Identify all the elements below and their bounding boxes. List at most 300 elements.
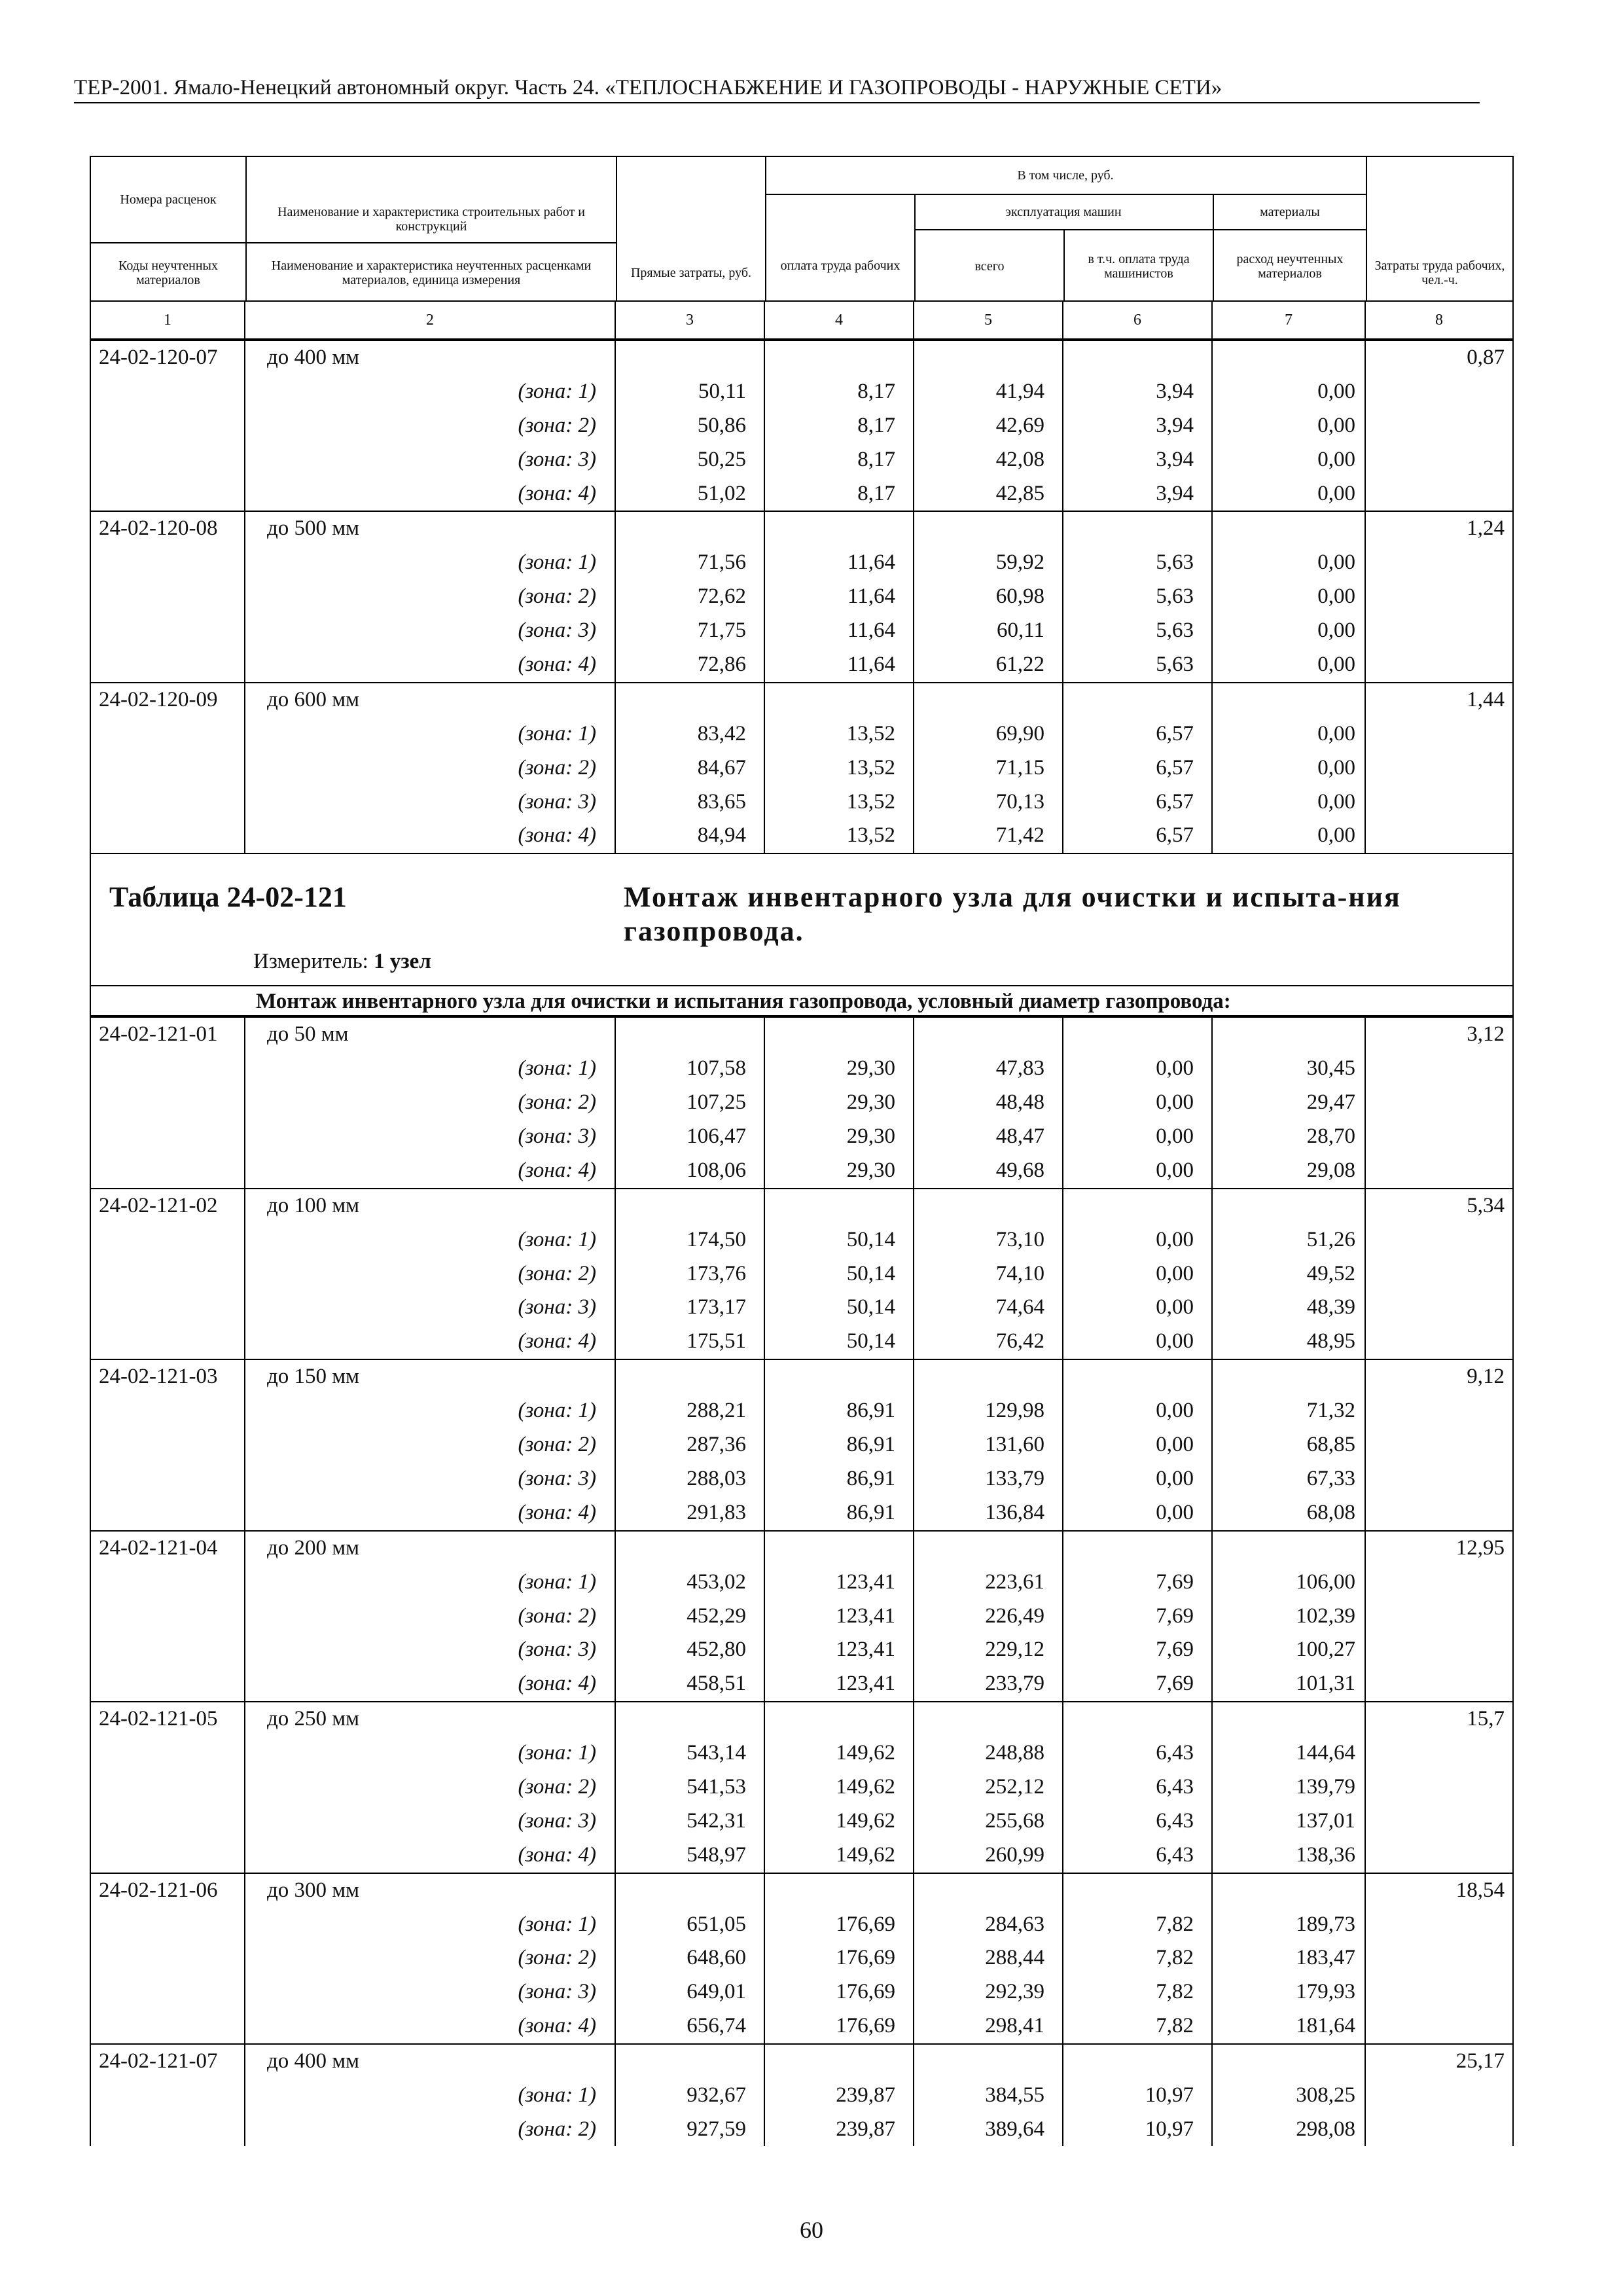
zone-row xyxy=(90,409,1514,443)
measure-unit xyxy=(253,950,431,974)
direct-costs: 927,59 xyxy=(687,2117,746,2141)
zone-label: (зона: 3) xyxy=(518,1124,596,1149)
machine-total: 59,92 xyxy=(995,550,1044,575)
machine-total: 288,44 xyxy=(985,1946,1044,1970)
rate-code: 24-02-121-05 xyxy=(99,1707,218,1731)
labor-cost: 18,54 xyxy=(1455,1878,1505,1902)
operator-wages: 7,69 xyxy=(1156,1604,1194,1628)
column-divider xyxy=(615,1016,616,2146)
rate-code: 24-02-120-08 xyxy=(99,516,218,541)
worker-wages: 29,30 xyxy=(846,1158,895,1182)
rate-row xyxy=(90,1018,1514,1052)
column-divider xyxy=(1062,340,1063,853)
worker-wages: 149,62 xyxy=(836,1741,895,1765)
rate-row xyxy=(90,1874,1514,1908)
zone-row xyxy=(90,375,1514,409)
table-body-a xyxy=(90,340,1514,853)
direct-costs: 542,31 xyxy=(687,1808,746,1833)
machine-total: 233,79 xyxy=(985,1672,1044,1696)
operator-wages: 7,82 xyxy=(1156,1912,1194,1936)
machine-total: 42,85 xyxy=(995,481,1044,505)
header-material-consumption: расход неучтенных материалов xyxy=(1236,251,1344,281)
material-consumption: 68,08 xyxy=(1306,1500,1355,1524)
machine-total: 252,12 xyxy=(985,1774,1044,1799)
material-consumption: 106,00 xyxy=(1296,1570,1355,1594)
material-consumption: 101,31 xyxy=(1296,1672,1355,1696)
material-consumption: 28,70 xyxy=(1306,1124,1355,1149)
zone-row xyxy=(90,1839,1514,1873)
zone-row xyxy=(90,2079,1514,2113)
worker-wages: 123,41 xyxy=(836,1604,895,1628)
machine-total: 133,79 xyxy=(985,1466,1044,1490)
zone-label: (зона: 4) xyxy=(518,2014,596,2038)
rate-name: до 200 мм xyxy=(267,1535,360,1560)
zone-label: (зона: 2) xyxy=(518,1261,596,1285)
operator-wages: 0,00 xyxy=(1156,1433,1194,1457)
header-material-codes: Коды неучтенных материалов xyxy=(118,258,218,287)
labor-cost: 0,87 xyxy=(1467,346,1505,369)
zone-row xyxy=(90,1462,1514,1496)
zone-label: (зона: 4) xyxy=(518,1500,596,1524)
direct-costs: 108,06 xyxy=(687,1158,746,1182)
zone-label: (зона: 4) xyxy=(518,481,596,505)
rate-name: до 100 мм xyxy=(267,1193,360,1217)
rate-code: 24-02-121-07 xyxy=(99,2049,218,2073)
worker-wages: 123,41 xyxy=(836,1672,895,1696)
rate-group xyxy=(90,682,1514,853)
worker-wages: 86,91 xyxy=(846,1500,895,1524)
material-consumption: 0,00 xyxy=(1317,550,1355,575)
operator-wages: 3,94 xyxy=(1156,481,1194,505)
header-machine-operation: эксплуатация машин xyxy=(1005,205,1122,219)
worker-wages: 11,64 xyxy=(847,619,895,643)
operator-wages: 6,57 xyxy=(1156,721,1194,745)
direct-costs: 84,94 xyxy=(697,823,746,848)
rate-row xyxy=(90,1532,1514,1566)
rate-group xyxy=(90,1359,1514,1530)
column-divider xyxy=(1512,1016,1514,2146)
machine-total: 226,49 xyxy=(985,1604,1044,1628)
operator-wages: 7,69 xyxy=(1156,1672,1194,1696)
zone-label: (зона: 1) xyxy=(518,721,596,745)
zone-label: (зона: 1) xyxy=(518,550,596,575)
zone-label: (зона: 1) xyxy=(518,1399,596,1423)
rate-row xyxy=(90,512,1514,546)
worker-wages: 8,17 xyxy=(857,413,895,437)
zone-row xyxy=(90,1770,1514,1804)
zone-row xyxy=(90,717,1514,751)
worker-wages: 86,91 xyxy=(846,1433,895,1457)
operator-wages: 0,00 xyxy=(1156,1466,1194,1490)
column-divider xyxy=(615,340,616,853)
machine-total: 260,99 xyxy=(985,1842,1044,1867)
material-consumption: 0,00 xyxy=(1317,619,1355,643)
operator-wages: 5,63 xyxy=(1156,550,1194,575)
machine-total: 292,39 xyxy=(985,1980,1044,2004)
zone-label: (зона: 2) xyxy=(518,413,596,437)
labor-cost: 1,24 xyxy=(1467,516,1505,541)
rate-row xyxy=(90,1360,1514,1394)
zone-label: (зона: 3) xyxy=(518,1295,596,1319)
operator-wages: 7,82 xyxy=(1156,1980,1194,2004)
machine-total: 255,68 xyxy=(985,1808,1044,1833)
worker-wages: 86,91 xyxy=(846,1399,895,1423)
direct-costs: 50,86 xyxy=(697,413,746,437)
direct-costs: 72,62 xyxy=(697,584,746,609)
table-24-02-121-heading xyxy=(90,853,1514,985)
zone-label: (зона: 1) xyxy=(518,1056,596,1081)
zone-label: (зона: 4) xyxy=(518,1158,596,1182)
column-divider xyxy=(1062,1016,1063,2146)
zone-label: (зона: 3) xyxy=(518,619,596,643)
machine-total: 47,83 xyxy=(995,1056,1044,1081)
labor-cost: 1,44 xyxy=(1467,687,1505,711)
rate-group xyxy=(90,1530,1514,1701)
table-title-text: Монтаж инвентарного узла для очистки и испыта-ния газопровода. xyxy=(624,881,1401,948)
column-number: 8 xyxy=(1435,312,1443,329)
zone-row xyxy=(90,1052,1514,1086)
header-materials: материалы xyxy=(1260,205,1320,219)
zone-row xyxy=(90,580,1514,614)
operator-wages: 0,00 xyxy=(1156,1500,1194,1524)
material-consumption: 30,45 xyxy=(1306,1056,1355,1081)
material-consumption: 100,27 xyxy=(1296,1638,1355,1662)
column-number: 2 xyxy=(426,312,434,329)
direct-costs: 50,25 xyxy=(697,447,746,471)
direct-costs: 932,67 xyxy=(687,2083,746,2107)
column-number: 5 xyxy=(984,312,992,329)
zone-label: (зона: 4) xyxy=(518,1329,596,1354)
operator-wages: 6,43 xyxy=(1156,1842,1194,1867)
material-consumption: 183,47 xyxy=(1296,1946,1355,1970)
worker-wages: 13,52 xyxy=(846,823,895,848)
zone-row xyxy=(90,1223,1514,1257)
worker-wages: 29,30 xyxy=(846,1090,895,1115)
worker-wages: 176,69 xyxy=(836,1946,895,1970)
machine-total: 48,47 xyxy=(995,1124,1044,1149)
rate-group xyxy=(90,1188,1514,1359)
zone-label: (зона: 1) xyxy=(518,1227,596,1251)
zone-row xyxy=(90,2009,1514,2043)
zone-row xyxy=(90,1291,1514,1325)
machine-total: 74,64 xyxy=(995,1295,1044,1319)
rate-row xyxy=(90,1702,1514,1736)
material-consumption: 0,00 xyxy=(1317,755,1355,780)
zone-row xyxy=(90,443,1514,477)
direct-costs: 83,65 xyxy=(697,789,746,814)
material-consumption: 0,00 xyxy=(1317,653,1355,677)
zone-label: (зона: 2) xyxy=(518,584,596,609)
worker-wages: 50,14 xyxy=(846,1227,895,1251)
column-number: 4 xyxy=(835,312,843,329)
page-number: 60 xyxy=(800,2217,823,2243)
measure-label: Измеритель: xyxy=(253,950,368,974)
material-consumption: 0,00 xyxy=(1317,721,1355,745)
header-material-name: Наименование и характеристика неучтенных расценками материалов, единица измерения xyxy=(271,258,592,287)
rate-group xyxy=(90,1016,1514,1187)
operator-wages: 0,00 xyxy=(1156,1261,1194,1285)
column-divider xyxy=(90,1016,91,2146)
material-consumption: 71,32 xyxy=(1306,1399,1355,1423)
direct-costs: 543,14 xyxy=(687,1741,746,1765)
labor-cost: 15,7 xyxy=(1467,1707,1505,1731)
operator-wages: 3,94 xyxy=(1156,447,1194,471)
machine-total: 71,15 xyxy=(995,755,1044,780)
zone-label: (зона: 1) xyxy=(518,2083,596,2107)
rate-code: 24-02-121-01 xyxy=(99,1022,218,1047)
rate-code: 24-02-121-03 xyxy=(99,1365,218,1389)
column-divider xyxy=(764,340,765,853)
material-consumption: 51,26 xyxy=(1306,1227,1355,1251)
direct-costs: 174,50 xyxy=(687,1227,746,1251)
rates-table xyxy=(90,156,1514,2147)
rate-name: до 300 мм xyxy=(267,1878,360,1902)
zone-row xyxy=(90,1667,1514,1701)
direct-costs: 453,02 xyxy=(687,1570,746,1594)
table-body-b xyxy=(90,1016,1514,2146)
rate-name: до 50 мм xyxy=(267,1022,349,1047)
worker-wages: 50,14 xyxy=(846,1295,895,1319)
direct-costs: 648,60 xyxy=(687,1946,746,1970)
column-divider xyxy=(1211,1016,1213,2146)
direct-costs: 83,42 xyxy=(697,721,746,745)
labor-cost: 9,12 xyxy=(1467,1365,1505,1389)
material-consumption: 0,00 xyxy=(1317,481,1355,505)
material-consumption: 139,79 xyxy=(1296,1774,1355,1799)
zone-row xyxy=(90,1394,1514,1428)
direct-costs: 288,03 xyxy=(687,1466,746,1490)
direct-costs: 452,80 xyxy=(687,1638,746,1662)
rate-code: 24-02-120-09 xyxy=(99,687,218,711)
zone-row xyxy=(90,1086,1514,1120)
rate-code: 24-02-121-02 xyxy=(99,1193,218,1217)
header-direct-costs: Прямые затраты, руб. xyxy=(630,265,752,280)
operator-wages: 0,00 xyxy=(1156,1329,1194,1354)
material-consumption: 0,00 xyxy=(1317,823,1355,848)
direct-costs: 541,53 xyxy=(687,1774,746,1799)
worker-wages: 176,69 xyxy=(836,1980,895,2004)
zone-row xyxy=(90,1154,1514,1188)
zone-row xyxy=(90,819,1514,853)
machine-total: 74,10 xyxy=(995,1261,1044,1285)
direct-costs: 71,56 xyxy=(697,550,746,575)
zone-row xyxy=(90,1120,1514,1154)
worker-wages: 13,52 xyxy=(846,755,895,780)
machine-total: 60,11 xyxy=(996,619,1044,643)
material-consumption: 179,93 xyxy=(1296,1980,1355,2004)
zone-row xyxy=(90,751,1514,785)
material-consumption: 0,00 xyxy=(1317,584,1355,609)
labor-cost: 5,34 xyxy=(1467,1193,1505,1217)
material-consumption: 29,08 xyxy=(1306,1158,1355,1182)
worker-wages: 239,87 xyxy=(836,2083,895,2107)
operator-wages: 5,63 xyxy=(1156,584,1194,609)
zone-row xyxy=(90,614,1514,648)
machine-total: 76,42 xyxy=(995,1329,1044,1354)
worker-wages: 86,91 xyxy=(846,1466,895,1490)
direct-costs: 173,17 xyxy=(687,1295,746,1319)
material-consumption: 138,36 xyxy=(1296,1842,1355,1867)
worker-wages: 149,62 xyxy=(836,1808,895,1833)
operator-wages: 6,43 xyxy=(1156,1774,1194,1799)
zone-label: (зона: 3) xyxy=(518,1466,596,1490)
material-consumption: 0,00 xyxy=(1317,789,1355,814)
material-consumption: 48,39 xyxy=(1306,1295,1355,1319)
worker-wages: 149,62 xyxy=(836,1774,895,1799)
table-title-number: Таблица 24-02-121 xyxy=(109,881,347,914)
rate-code: 24-02-121-06 xyxy=(99,1878,218,1902)
direct-costs: 106,47 xyxy=(687,1124,746,1149)
worker-wages: 13,52 xyxy=(846,789,895,814)
header-operator-wages: в т.ч. оплата труда машинистов xyxy=(1088,251,1190,281)
column-number: 1 xyxy=(164,312,171,329)
zone-label: (зона: 2) xyxy=(518,1090,596,1115)
operator-wages: 0,00 xyxy=(1156,1158,1194,1182)
material-consumption: 48,95 xyxy=(1306,1329,1355,1354)
operator-wages: 6,57 xyxy=(1156,823,1194,848)
operator-wages: 5,63 xyxy=(1156,653,1194,677)
zone-label: (зона: 2) xyxy=(518,1946,596,1970)
zone-label: (зона: 1) xyxy=(518,1570,596,1594)
machine-total: 71,42 xyxy=(995,823,1044,848)
worker-wages: 11,64 xyxy=(847,550,895,575)
zone-label: (зона: 3) xyxy=(518,1808,596,1833)
zone-label: (зона: 3) xyxy=(518,1638,596,1662)
rate-name: до 150 мм xyxy=(267,1365,360,1389)
machine-total: 41,94 xyxy=(995,379,1044,403)
rate-group xyxy=(90,1873,1514,2043)
direct-costs: 175,51 xyxy=(687,1329,746,1354)
worker-wages: 50,14 xyxy=(846,1261,895,1285)
machine-total: 73,10 xyxy=(995,1227,1044,1251)
column-number: 7 xyxy=(1285,312,1293,329)
material-consumption: 49,52 xyxy=(1306,1261,1355,1285)
operator-wages: 7,82 xyxy=(1156,1946,1194,1970)
machine-total: 131,60 xyxy=(985,1433,1044,1457)
machine-total: 61,22 xyxy=(995,653,1044,677)
machine-total: 284,63 xyxy=(985,1912,1044,1936)
operator-wages: 5,63 xyxy=(1156,619,1194,643)
material-consumption: 68,85 xyxy=(1306,1433,1355,1457)
rate-name: до 500 мм xyxy=(267,516,360,541)
worker-wages: 29,30 xyxy=(846,1124,895,1149)
operator-wages: 7,69 xyxy=(1156,1570,1194,1594)
worker-wages: 8,17 xyxy=(857,481,895,505)
material-consumption: 298,08 xyxy=(1296,2117,1355,2141)
direct-costs: 71,75 xyxy=(697,619,746,643)
column-divider xyxy=(1211,340,1213,853)
direct-costs: 291,83 xyxy=(687,1500,746,1524)
labor-cost: 3,12 xyxy=(1467,1022,1505,1047)
measure-value: 1 узел xyxy=(374,950,431,974)
material-consumption: 67,33 xyxy=(1306,1466,1355,1490)
operator-wages: 10,97 xyxy=(1145,2117,1194,2141)
column-numbers-row xyxy=(90,302,1514,340)
material-consumption: 0,00 xyxy=(1317,379,1355,403)
worker-wages: 8,17 xyxy=(857,379,895,403)
worker-wages: 149,62 xyxy=(836,1842,895,1867)
direct-costs: 107,25 xyxy=(687,1090,746,1115)
machine-total: 42,08 xyxy=(995,447,1044,471)
operator-wages: 6,43 xyxy=(1156,1741,1194,1765)
zone-row xyxy=(90,546,1514,580)
header-labor-costs: Затраты труда рабочих, чел.-ч. xyxy=(1374,258,1505,287)
zone-row xyxy=(90,1566,1514,1600)
direct-costs: 50,11 xyxy=(698,379,746,403)
zone-row xyxy=(90,1736,1514,1770)
direct-costs: 288,21 xyxy=(687,1399,746,1423)
zone-label: (зона: 2) xyxy=(518,2117,596,2141)
zone-row xyxy=(90,477,1514,511)
material-consumption: 102,39 xyxy=(1296,1604,1355,1628)
direct-costs: 107,58 xyxy=(687,1056,746,1081)
worker-wages: 123,41 xyxy=(836,1570,895,1594)
header-worker-wages: оплата труда рабочих xyxy=(780,258,901,273)
labor-cost: 25,17 xyxy=(1455,2049,1505,2073)
material-consumption: 29,47 xyxy=(1306,1090,1355,1115)
rate-group xyxy=(90,2043,1514,2147)
rate-group xyxy=(90,340,1514,511)
rate-row xyxy=(90,341,1514,375)
rate-code: 24-02-120-07 xyxy=(99,346,218,369)
operator-wages: 3,94 xyxy=(1156,413,1194,437)
material-consumption: 0,00 xyxy=(1317,447,1355,471)
operator-wages: 6,43 xyxy=(1156,1808,1194,1833)
worker-wages: 123,41 xyxy=(836,1638,895,1662)
zone-row xyxy=(90,1975,1514,2009)
material-consumption: 144,64 xyxy=(1296,1741,1355,1765)
rate-row xyxy=(90,1189,1514,1223)
machine-total: 248,88 xyxy=(985,1741,1044,1765)
section-caption: Монтаж инвентарного узла для очистки и испытания газопровода, условный диаметр газопровода: xyxy=(90,985,1514,1016)
rate-row xyxy=(90,2045,1514,2079)
material-consumption: 137,01 xyxy=(1296,1808,1355,1833)
zone-label: (зона: 2) xyxy=(518,1604,596,1628)
machine-total: 48,48 xyxy=(995,1090,1044,1115)
operator-wages: 0,00 xyxy=(1156,1295,1194,1319)
header-work-name: Наименование и характеристика строительных работ и конструкций xyxy=(277,205,585,234)
operator-wages: 7,69 xyxy=(1156,1638,1194,1662)
operator-wages: 6,57 xyxy=(1156,789,1194,814)
column-number: 3 xyxy=(686,312,694,329)
zone-row xyxy=(90,1496,1514,1530)
worker-wages: 239,87 xyxy=(836,2117,895,2141)
machine-total: 49,68 xyxy=(995,1158,1044,1182)
worker-wages: 13,52 xyxy=(846,721,895,745)
machine-total: 229,12 xyxy=(985,1638,1044,1662)
machine-total: 223,61 xyxy=(985,1570,1044,1594)
zone-row xyxy=(90,1325,1514,1359)
zone-label: (зона: 3) xyxy=(518,789,596,814)
worker-wages: 176,69 xyxy=(836,2014,895,2038)
worker-wages: 11,64 xyxy=(847,584,895,609)
column-divider xyxy=(913,340,914,853)
machine-total: 69,90 xyxy=(995,721,1044,745)
column-divider xyxy=(1364,340,1366,853)
zone-row xyxy=(90,1257,1514,1291)
zone-label: (зона: 4) xyxy=(518,1842,596,1867)
zone-label: (зона: 1) xyxy=(518,1741,596,1765)
direct-costs: 173,76 xyxy=(687,1261,746,1285)
worker-wages: 11,64 xyxy=(847,653,895,677)
direct-costs: 458,51 xyxy=(687,1672,746,1696)
material-consumption: 0,00 xyxy=(1317,413,1355,437)
material-consumption: 308,25 xyxy=(1296,2083,1355,2107)
rate-name: до 400 мм xyxy=(267,2049,360,2073)
machine-total: 389,64 xyxy=(985,2117,1044,2141)
operator-wages: 0,00 xyxy=(1156,1399,1194,1423)
zone-label: (зона: 3) xyxy=(518,1980,596,2004)
